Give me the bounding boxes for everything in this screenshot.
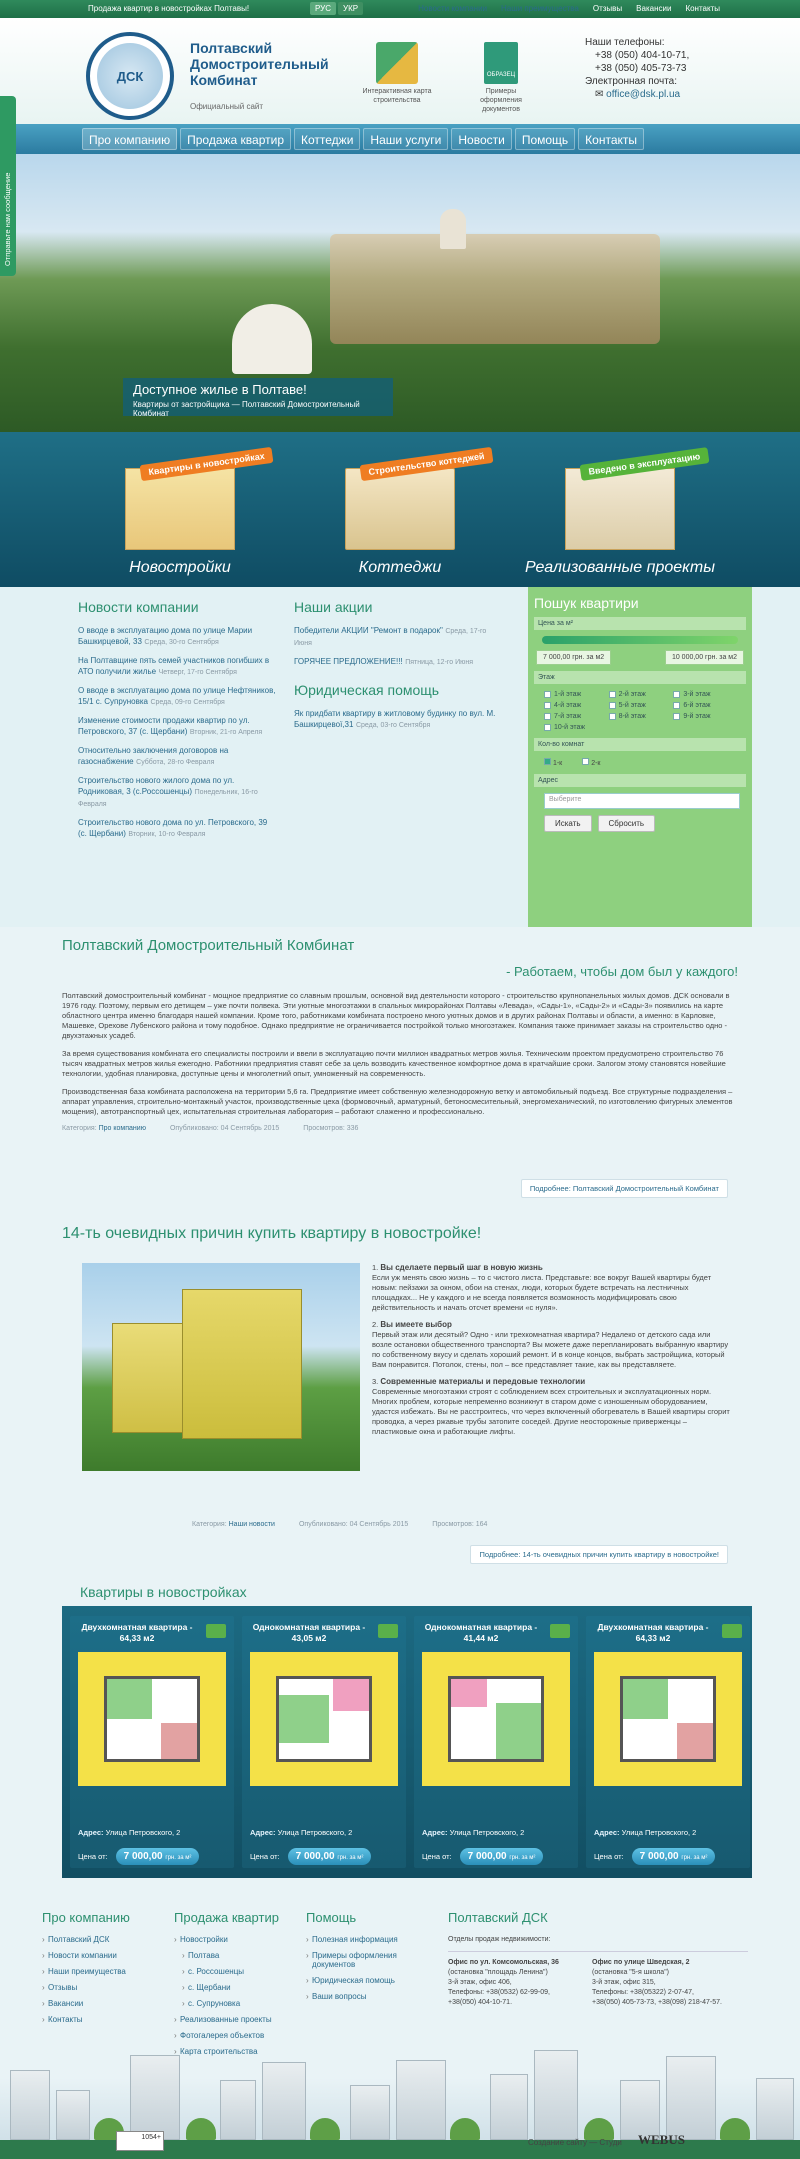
map-icon <box>376 42 418 84</box>
news-date: Суббота, 28-го Февраля <box>136 759 215 766</box>
construction-map-link[interactable] <box>362 42 432 105</box>
footer-skyline-image <box>0 2040 800 2140</box>
offices-intro: Отделы продаж недвижимости: <box>448 1936 551 1943</box>
floor-plan-image <box>422 1652 570 1786</box>
article2-views: Просмотров: 164 <box>432 1521 488 1528</box>
apartment-name: Двухкомнатная квартира - 64,33 м2 <box>597 1622 709 1643</box>
rooms-checkbox-2[interactable]: 2-к <box>582 758 600 767</box>
footer-link[interactable]: › Реализованные проекты <box>174 2015 304 2024</box>
top-link-vacancies[interactable]: Вакансии <box>636 4 672 13</box>
article-company <box>62 927 738 1193</box>
floor-checkbox[interactable]: 8-й этаж <box>609 713 672 720</box>
price-max-field[interactable]: 10 000,00 грн. за м2 <box>665 650 744 665</box>
apartment-address: Улица Петровского, 2 <box>277 1828 353 1837</box>
apartment-name: Однокомнатная квартира - 41,44 м2 <box>424 1622 538 1643</box>
floor-checkbox[interactable]: 10-й этаж <box>544 724 607 731</box>
footer-col-about <box>42 1910 172 2031</box>
news-date: Вторник, 21-го Апреля <box>189 729 263 736</box>
apartment-name: Двухкомнатная квартира - 64,33 м2 <box>81 1622 193 1643</box>
floor-checkboxes <box>534 687 746 735</box>
promo-link[interactable]: Победители АКЦИИ "Ремонт в подарок" <box>294 626 443 635</box>
footer-link[interactable]: › Полтава <box>174 1951 304 1960</box>
news-link[interactable]: О вводе в эксплуатацию дома по улице Нефтяников, 15/1 с. Супруновка <box>78 686 276 706</box>
floor-label: Этаж <box>534 671 746 684</box>
sales-offices <box>448 1935 748 2008</box>
footer-link[interactable]: › Карта строительства <box>174 2047 304 2056</box>
apartment-address: Улица Петровского, 2 <box>105 1828 181 1837</box>
site-name[interactable]: Полтавский Домостроительный Комбинат <box>190 40 329 88</box>
reason-item: 2. Вы имеете выбор Первый этаж или десятый? Одно - или трехкомнатная квартира? Недалеко от детского сада или возле остановки общественного транспорта? Вы можете даже перепланировать выбранную квартиру по собственному вкусу и сделать хороший ремонт. И в конце концов, выбрать застройщика, который Вам понравится. Потолок, стены, пол – все представляет такие, как вы представляете. <box>372 1320 729 1369</box>
legal-item <box>294 708 500 731</box>
news-date: Вторник, 10-го Февраля <box>128 831 206 838</box>
lang-ua-button[interactable]: УКР <box>338 2 363 15</box>
address-label: Адрес <box>534 774 746 787</box>
category-completed[interactable] <box>520 438 720 583</box>
promo-item <box>294 656 500 668</box>
promo-item <box>294 625 500 649</box>
nav-services[interactable]: Наши услуги <box>363 128 448 150</box>
footer-link[interactable]: › Ваши вопросы <box>306 1992 436 2001</box>
article-category-link[interactable]: Про компанию <box>98 1125 146 1132</box>
floor-checkbox[interactable]: 4-й этаж <box>544 702 607 709</box>
floor-checkbox[interactable]: 5-й этаж <box>609 702 672 709</box>
promo-link[interactable]: ГОРЯЧЕЕ ПРЕДЛОЖЕНИЕ!!! <box>294 657 403 666</box>
apartment-price: 7 000,00 грн. за м² <box>632 1848 716 1865</box>
footer-link[interactable]: › Отзывы <box>42 1983 172 1992</box>
category-cottages[interactable] <box>300 438 500 583</box>
news-date: Четверг, 17-го Сентября <box>158 669 237 676</box>
nav-news[interactable]: Новости <box>451 128 511 150</box>
floor-plan-image <box>250 1652 398 1786</box>
floor-checkbox[interactable]: 9-й этаж <box>673 713 736 720</box>
company-news-title: Новости компании <box>78 599 199 615</box>
feedback-tab-label: Отправьте нам сообщение <box>3 172 12 266</box>
price-label: Цена за м² <box>534 617 746 630</box>
footer-col-help <box>306 1910 436 2008</box>
apartments-title: Квартиры в новостройках <box>80 1584 247 1600</box>
apartments-grid <box>62 1606 752 1878</box>
article-views: Просмотров: 336 <box>303 1125 359 1132</box>
nav-help[interactable]: Помощь <box>515 128 575 150</box>
article-paragraph: За время существования комбината его специалисты построили и ввели в эксплуатацию почти миллион квадратных метров жилья. Техническим проектом предусмотрено строительство 76 тысяч квадратных метров жилья ежегодно. Работники предприятия ставят себе за цель возводить качественное комфортное дома в кратчайшие сроки. Залогом этому становятся новейшие технологии, удобная планировка, доступные цены и многолетний опыт, умноженный на современность. <box>62 1049 726 1078</box>
category-badge: Квартиры в новостройках <box>140 447 274 481</box>
news-item <box>78 817 278 840</box>
floor-checkbox[interactable]: 2-й этаж <box>609 691 672 698</box>
read-more-button[interactable]: Подробнее: Полтавский Домостроительный Комбинат <box>521 1179 728 1198</box>
footer-link[interactable]: › Полтавский ДСК <box>42 1935 172 1944</box>
apartment-price: 7 000,00 грн. за м² <box>116 1848 200 1865</box>
apartment-address: Улица Петровского, 2 <box>621 1828 697 1837</box>
logo-text: ДСК <box>97 43 163 109</box>
reset-button[interactable]: Сбросить <box>598 815 656 832</box>
article-meta: Категория: Про компанию Опубликовано: 04 Сентябрь 2015 Просмотров: 336 <box>62 1125 359 1132</box>
apartment-name: Однокомнатная квартира - 43,05 м2 <box>252 1622 366 1643</box>
apartment-card[interactable]: Двухкомнатная квартира - 64,33 м2 Адрес: Улица Петровского, 2 Цена от: 7 000,00 грн. за м² <box>70 1616 234 1868</box>
article-slogan: - Работаем, чтобы дом был у каждого! <box>506 964 738 979</box>
footer-link[interactable]: › Новости компании <box>42 1951 172 1960</box>
footer-col-title: Про компанию <box>42 1910 130 1925</box>
top-link-contacts[interactable]: Контакты <box>685 4 720 13</box>
category-title: Реализованные проекты <box>525 559 715 576</box>
nav-contacts[interactable]: Контакты <box>578 128 644 150</box>
rooms-label: Кол-во комнат <box>534 738 746 751</box>
news-item <box>78 775 278 810</box>
news-item <box>78 685 278 708</box>
news-link[interactable]: Строительство нового жилого дома по ул. Родниковая, 3 (с.Россошенцы) <box>78 776 235 796</box>
news-link[interactable]: Относительно заключения договоров на газоснабжение <box>78 746 229 766</box>
footer-link[interactable]: › Фотогалерея объектов <box>174 2031 304 2040</box>
docs-label: Примеры оформления документов <box>480 88 522 113</box>
webus-logo[interactable]: WEBUS <box>638 2132 685 2147</box>
reasons-list <box>372 1263 732 1444</box>
floor-checkbox[interactable]: 7-й этаж <box>544 713 607 720</box>
chart-icon[interactable] <box>206 1624 226 1638</box>
search-title: Пошук квартири <box>534 595 639 611</box>
top-link-reviews[interactable]: Отзывы <box>592 4 623 13</box>
footer-link[interactable]: › Контакты <box>42 2015 172 2024</box>
email-link[interactable]: office@dsk.pl.ua <box>606 89 681 100</box>
footer-link[interactable]: › Полезная информация <box>306 1935 436 1944</box>
phone-2[interactable]: +38 (050) 405-73-73 <box>595 63 687 74</box>
apartment-price: 7 000,00 грн. за м² <box>460 1848 544 1865</box>
top-link-news[interactable]: Новости компании <box>418 4 488 13</box>
reason-item: 3. Современные материалы и передовые технологии Современные многоэтажки строят с соблюдением всех строительных и эксплуатационных норм. Многих проблем, которые непременно возникнут в старом доме с изношенным оборудованием, удастся избежать. Вы не расстроитесь, что через включенный обогреватель в Вашей квартиры сгорит проводка, а через ржавые трубы затопите соседей. Другие неосторожные приверженцы – пластиковые окна и работающие лифты. <box>372 1377 730 1436</box>
article-title[interactable]: Полтавский Домостроительный Комбинат <box>62 937 355 954</box>
floor-plan-image <box>594 1652 742 1786</box>
category-badge: Введено в эксплуатацию <box>580 447 710 481</box>
lang-ru-button[interactable]: РУС <box>310 2 336 15</box>
category-title: Коттеджи <box>358 559 442 576</box>
article-paragraph: Производственная база комбината расположена на территории 5,6 га. Предприятие имеет собственную железнодорожную ветку и автомобильный подъезд. Все структурные подразделения – аппарат управления, строительно-монтажный участок, производственные цеха (формовочный, арматурный, бетоносмесительный, энергомеханический, по изготовлению фигурных элементов мощения), автотранспортный цех, испытательная строительная лаборатория – работают слаженно и профессионально. <box>62 1087 733 1116</box>
hero-title: Доступное жилье в Полтаве! <box>133 382 307 397</box>
floor-plan-image <box>78 1652 226 1786</box>
rooms-checkbox-1[interactable]: 1-к <box>544 758 562 767</box>
news-link[interactable]: Изменение стоимости продажи квартир по ул. Петровского, 37 (с. Щербани) <box>78 716 250 736</box>
apartment-card[interactable]: Однокомнатная квартира - 43,05 м2 Адрес: Улица Петровского, 2 Цена от: 7 000,00 грн. за м² <box>242 1616 406 1868</box>
news-link[interactable]: Строительство нового дома по ул. Петровского, 39 (с. Щербани) <box>78 818 268 838</box>
legal-date: Среда, 03-го Сентября <box>355 722 431 729</box>
document-icon <box>484 42 518 84</box>
credit-text: Создание сайту — Студи <box>528 2138 622 2147</box>
promotions-title: Наши акции <box>294 599 373 615</box>
news-date: Среда, 30-го Сентября <box>144 639 219 646</box>
building-image <box>565 468 675 550</box>
footer-link[interactable]: › Вакансии <box>42 1999 172 2008</box>
logo[interactable] <box>86 32 174 120</box>
read-more-button-2[interactable]: Подробнее: 14-ть очевидных причин купить квартиру в новостройке! <box>470 1545 728 1564</box>
article-paragraph: Полтавский домостроительный комбинат - мощное предприятие со славным прошлым, основной вид деятельности которого - строительство крупнопанельных жилых домов. ДСК основали в 1976 году. Поэтому, первым его детищем – уже почти полвека. Эти уютные многоэтажки в спальных микрорайонах Полтавы «Левада», «Сады-1», «Сады-2» и «Сады-3» появились на карте областного центра именно благодаря нашей компании. Кроме того, работниками комбината построено много уютных домов и в других районах Полтавы и области, а именно: в Карловке, Машевке, Орехове Лубенского района и тому подобное. Однако предприятие не ограничивается постройкой только многоэтажек. Компания также принимает заказы на строительство одно - двухэтажных усадеб. <box>62 991 730 1040</box>
phone-1[interactable]: +38 (050) 404-10-71, <box>595 50 690 61</box>
hero-town-image <box>330 234 660 344</box>
article-published: Опубликовано: 04 Сентябрь 2015 <box>169 1125 280 1132</box>
article2-building-image <box>82 1263 360 1471</box>
nav-sale[interactable]: Продажа квартир <box>180 128 291 150</box>
hero-banner <box>0 154 800 432</box>
top-links <box>418 4 720 13</box>
top-link-advantages[interactable]: Наши преимущества <box>501 4 579 13</box>
email-label: Электронная почта: <box>585 76 678 87</box>
legal-help-title: Юридическая помощь <box>294 682 440 698</box>
category-title: Новостройки <box>129 559 231 576</box>
footer-link[interactable]: › Новостройки <box>174 1935 304 1944</box>
docs-badge: ОБРАЗЕЦ <box>486 72 516 78</box>
chart-icon[interactable] <box>550 1624 570 1638</box>
promo-date: Пятница, 12-го Июня <box>405 659 474 666</box>
office-1: Офис по ул. Комсомольская, 36 (остановка "площадь Ленина") 3-й этаж, офис 406, Телефоны: +38(0532) 62-99-09, +38(050) 404-10-71. <box>448 1959 559 2006</box>
chart-icon[interactable] <box>722 1624 742 1638</box>
news-date: Понедельник, 16-го Февраля <box>78 789 258 808</box>
news-area <box>0 587 800 927</box>
news-item <box>78 715 278 738</box>
reason-item: 1. Вы сделаете первый шаг в новую жизнь Если уж менять свою жизнь – то с чистого листа. Представьте: все вокруг Вашей квартиры будет новым: пейзажи за окном, обои на стенах, люди, которых будете встречать на лестничных площадках... Не у каждого и не всегда появляется возможность модифицировать свою действительность и начать отсчет времени «с нуля». <box>372 1263 712 1312</box>
visit-counter[interactable]: 1054+ <box>116 2131 164 2151</box>
footer-col-title: Полтавский ДСК <box>448 1910 548 1925</box>
news-item <box>78 625 278 648</box>
article2-published: Опубликовано: 04 Сентябрь 2015 <box>298 1521 409 1528</box>
nav-about[interactable]: Про компанию <box>82 128 177 150</box>
footer-link[interactable]: › с. Супруновка <box>174 1999 304 2008</box>
article2-meta: Категория: Наши новости Опубликовано: 04 Сентябрь 2015 Просмотров: 164 <box>192 1521 488 1528</box>
office-2: Офис по улице Шведская, 2 (остановка "5-я школа") 3-й этаж, офис 315, Телефоны: +38(05322) 2-07-47, +38(050) 405-73-73, +38(098) 218-47-57. <box>592 1959 722 2006</box>
site-subtitle: Официальный сайт <box>190 102 264 111</box>
promo-date: Среда, 17-го Июня <box>294 628 487 647</box>
header-contacts <box>585 36 689 101</box>
footer-link[interactable]: › с. Щербани <box>174 1983 304 1992</box>
footer-link[interactable]: › Наши преимущества <box>42 1967 172 1976</box>
floor-checkbox[interactable]: 1-й этаж <box>544 691 607 698</box>
docs-samples-link[interactable] <box>466 42 536 114</box>
article2-category-link[interactable]: Наши новости <box>228 1521 275 1528</box>
map-label: Интерактивная карта строительства <box>362 88 432 104</box>
category-badge: Строительство коттеджей <box>360 447 494 481</box>
search-button[interactable]: Искать <box>544 815 592 832</box>
footer-link[interactable]: › Юридическая помощь <box>306 1976 436 1985</box>
phones-label: Наши телефоны: <box>585 37 665 48</box>
footer-col-contacts <box>448 1910 748 2008</box>
apartment-search <box>528 587 752 927</box>
apartment-price: 7 000,00 грн. за м² <box>288 1848 372 1865</box>
apartment-card[interactable]: Однокомнатная квартира - 41,44 м2 Адрес: Улица Петровского, 2 Цена от: 7 000,00 грн. за м² <box>414 1616 578 1868</box>
floor-checkbox[interactable]: 6-й этаж <box>673 702 736 709</box>
promo-text: Продажа квартир в новостройках Полтавы! <box>88 4 250 13</box>
chart-icon[interactable] <box>378 1624 398 1638</box>
hero-caption <box>123 378 393 416</box>
company-news <box>78 599 278 847</box>
legal-link[interactable]: Як придбати квартиру в житловому будинку по вул. М. Башкирцевої,31 <box>294 709 496 729</box>
footer-link[interactable]: › с. Россошенцы <box>174 1967 304 1976</box>
hero-subtitle: Квартиры от застройщика — Полтавский Домостроительный Комбинат <box>133 400 360 418</box>
main-nav <box>0 124 800 154</box>
hero-church-image <box>440 209 466 249</box>
news-item <box>78 655 278 678</box>
promotions <box>294 599 500 738</box>
floor-checkbox[interactable]: 3-й этаж <box>673 691 736 698</box>
apartment-card[interactable]: Двухкомнатная квартира - 64,33 м2 Адрес: Улица Петровского, 2 Цена от: 7 000,00 грн. за м² <box>586 1616 750 1868</box>
news-link[interactable]: О вводе в эксплуатацию дома по улице Марии Башкирцевой, 33 <box>78 626 253 646</box>
site-header <box>0 18 800 124</box>
mail-icon: ✉ <box>595 89 607 100</box>
category-strip <box>0 432 800 587</box>
news-item <box>78 745 278 768</box>
footer-col-title: Продажа квартир <box>174 1910 279 1925</box>
hero-rotunda-image <box>232 304 312 374</box>
nav-cottages[interactable]: Коттеджи <box>294 128 360 150</box>
news-date: Среда, 09-го Сентября <box>150 699 225 706</box>
top-bar <box>0 0 800 18</box>
article2-title[interactable]: 14-ть очевидных причин купить квартиру в новостройке! <box>62 1225 482 1242</box>
footer-col-title: Помощь <box>306 1910 357 1925</box>
apartment-address: Улица Петровского, 2 <box>449 1828 525 1837</box>
article-reasons <box>62 1225 738 1559</box>
footer-link[interactable]: › Примеры оформления документов <box>306 1951 436 1969</box>
price-slider[interactable] <box>542 636 738 644</box>
address-select[interactable]: Выберите <box>544 793 740 809</box>
news-link[interactable]: На Полтавщине пять семей участников погибших в АТО получили жилье <box>78 656 270 676</box>
price-min-field[interactable]: 7 000,00 грн. за м2 <box>536 650 611 665</box>
feedback-side-tab[interactable] <box>0 96 16 276</box>
category-new-buildings[interactable] <box>80 438 280 583</box>
